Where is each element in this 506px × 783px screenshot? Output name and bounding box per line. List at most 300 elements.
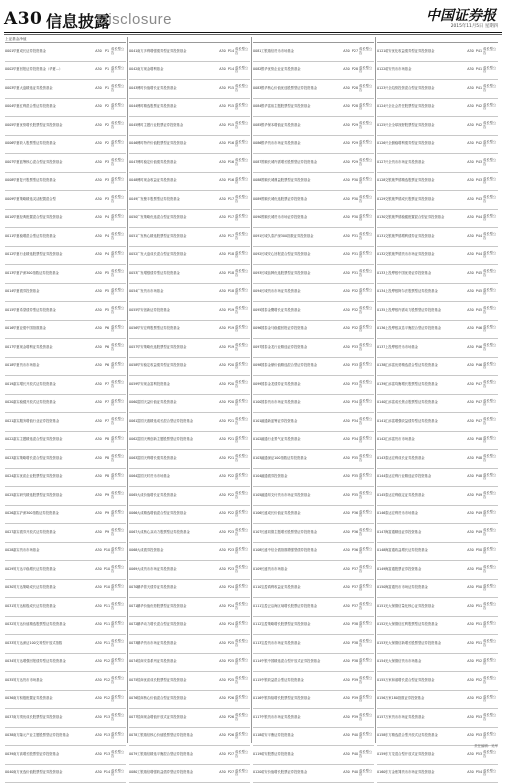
- row-edition: A30: [466, 179, 475, 183]
- row-code: 0058: [129, 364, 137, 368]
- row-page: P1: [103, 68, 111, 72]
- row-edition: A30: [342, 327, 351, 331]
- row-name: 易方达增强回报债券型证券投资基金: [13, 660, 94, 664]
- row-code: 0118: [253, 734, 261, 738]
- table-row: [377, 395, 498, 414]
- row-status: 成长型公告: [235, 418, 250, 425]
- row-name: 华夏成长证券投资基金: [13, 50, 94, 54]
- row-status: 成长型公告: [483, 770, 498, 777]
- row-name: 广发货币市场基金: [137, 290, 218, 294]
- row-page: P53: [475, 716, 483, 720]
- row-name: 华夏稳增混合型证券投资基金: [13, 235, 94, 239]
- row-page: P24: [227, 605, 235, 609]
- row-page: P50: [475, 549, 483, 553]
- row-code: 0065: [129, 494, 137, 498]
- row-edition: A30: [342, 216, 351, 220]
- table-row: [253, 432, 374, 451]
- row-page: P26: [227, 697, 235, 701]
- row-name: 富国天利增长债券投资基金: [137, 457, 218, 461]
- row-status: 成长型公告: [111, 659, 126, 666]
- row-page: P17: [227, 235, 235, 239]
- table-row: [5, 635, 126, 654]
- table-row: [377, 210, 498, 229]
- row-edition: A30: [218, 235, 227, 239]
- row-page: P49: [475, 531, 483, 535]
- row-edition: A30: [94, 660, 103, 664]
- table-row: [377, 709, 498, 728]
- row-name: 大成精选增值混合型证券投资基金: [137, 512, 218, 516]
- row-page: P34: [351, 420, 359, 424]
- row-status: 成长型公告: [359, 289, 374, 296]
- row-edition: A30: [94, 87, 103, 91]
- row-edition: A30: [466, 253, 475, 257]
- row-status: 成长型公告: [483, 307, 498, 314]
- row-status: 成长型公告: [111, 751, 126, 758]
- row-edition: A30: [94, 216, 103, 220]
- table-row: [129, 339, 250, 358]
- row-code: 0076: [129, 697, 137, 701]
- row-name: 宝盈策略增长股票型证券投资基金: [261, 623, 342, 627]
- table-row: [5, 265, 126, 284]
- row-name: 华夏希望债券型证券投资基金: [13, 309, 94, 313]
- row-name: 易方达深证100交易型开放式指数: [13, 642, 94, 646]
- table-row: [129, 432, 250, 451]
- row-page: P51: [475, 642, 483, 646]
- row-code: 0154: [377, 660, 385, 664]
- row-edition: A30: [466, 364, 475, 368]
- row-name: 长城货币市场证券投资基金: [261, 290, 342, 294]
- table-row: [253, 265, 374, 284]
- table-row: [253, 210, 374, 229]
- row-page: P32: [351, 327, 359, 331]
- row-name: 诺安平衡证券投资基金: [261, 734, 342, 738]
- row-status: 成长型公告: [359, 141, 374, 148]
- row-code: 0087: [253, 161, 261, 165]
- row-name: 泰达宏利稳定证券投资基金: [385, 494, 466, 498]
- table-row: [129, 43, 250, 62]
- row-code: 0090: [253, 216, 261, 220]
- table-row: [129, 228, 250, 247]
- row-edition: A30: [218, 346, 227, 350]
- row-status: 成长型公告: [111, 511, 126, 518]
- row-edition: A30: [342, 734, 351, 738]
- row-name: 易方达策略成长证券投资基金: [13, 586, 94, 590]
- table-row: [377, 598, 498, 617]
- table-row: [377, 302, 498, 321]
- row-code: 0015: [5, 309, 13, 313]
- row-name: 长城品牌优选股票型证券投资基金: [261, 272, 342, 276]
- row-edition: A30: [342, 364, 351, 368]
- row-code: 0067: [129, 531, 137, 535]
- row-edition: A30: [94, 142, 103, 146]
- row-page: P7: [103, 401, 111, 405]
- row-page: P46: [475, 364, 483, 368]
- row-name: 银华核心价值优选股票型证券投资基金: [261, 87, 342, 91]
- table-row: [5, 432, 126, 451]
- row-page: P8: [103, 438, 111, 442]
- row-edition: A30: [342, 420, 351, 424]
- table-row: [253, 709, 374, 728]
- row-name: 嘉实稳健开放式证券投资基金: [13, 401, 94, 405]
- row-code: 0123: [377, 87, 385, 91]
- row-page: P42: [475, 105, 483, 109]
- table-row: [377, 173, 498, 192]
- row-name: 诺安价值增长股票证券投资基金: [261, 771, 342, 775]
- row-page: P18: [227, 253, 235, 257]
- row-name: 嘉实策略增长混合型证券投资基金: [13, 457, 94, 461]
- row-name: 易方达价值精选股票型证券投资基金: [13, 623, 94, 627]
- table-row: [253, 80, 374, 99]
- table-row: [377, 154, 498, 173]
- row-code: 0001: [5, 50, 13, 54]
- row-status: 成长型公告: [483, 270, 498, 277]
- row-page: P3: [103, 198, 111, 202]
- row-status: 成长型公告: [359, 233, 374, 240]
- table-row: [377, 543, 498, 562]
- row-page: P41: [475, 50, 483, 54]
- row-name: 兴全全球视野股票型证券投资基金: [385, 124, 466, 128]
- row-page: P48: [475, 438, 483, 442]
- row-page: P12: [103, 697, 111, 701]
- row-edition: A30: [466, 734, 475, 738]
- row-name: 宝盈泛沿海区域增长股票证券投资基金: [261, 605, 342, 609]
- row-code: 0037: [5, 716, 13, 720]
- row-code: 0147: [377, 531, 385, 535]
- row-status: 成长型公告: [359, 418, 374, 425]
- row-status: 成长型公告: [235, 733, 250, 740]
- row-page: P52: [475, 697, 483, 701]
- row-page: P4: [103, 253, 111, 257]
- row-code: 0126: [377, 142, 385, 146]
- row-status: 成长型公告: [235, 326, 250, 333]
- row-edition: A30: [218, 494, 227, 498]
- row-page: P25: [227, 660, 235, 664]
- row-page: P9: [103, 531, 111, 535]
- table-row: [129, 358, 250, 377]
- row-status: 成长型公告: [359, 696, 374, 703]
- row-status: 成长型公告: [235, 622, 250, 629]
- row-name: 工银瑞信精选平衡混合型证券投资基金: [137, 753, 218, 757]
- row-name: 华夏优势增长股票型证券投资基金: [13, 124, 94, 128]
- table-row: [253, 635, 374, 654]
- row-edition: A30: [218, 549, 227, 553]
- table-row: [5, 117, 126, 136]
- row-code: 0105: [253, 494, 261, 498]
- row-code: 0054: [129, 290, 137, 294]
- table-row: [377, 746, 498, 765]
- row-name: 泰达宏利成长证券投资基金: [385, 457, 466, 461]
- row-code: 0086: [253, 142, 261, 146]
- row-code: 0159: [377, 753, 385, 757]
- row-edition: A30: [342, 383, 351, 387]
- row-code: 0114: [253, 660, 261, 664]
- table-row: [5, 765, 126, 783]
- row-page: P52: [475, 660, 483, 664]
- row-page: P44: [475, 216, 483, 220]
- row-code: 0066: [129, 512, 137, 516]
- table-row: [5, 561, 126, 580]
- row-status: 成长型公告: [483, 159, 498, 166]
- row-edition: A30: [466, 438, 475, 442]
- row-name: 诺安优化收益债券型证券投资基金: [385, 50, 466, 54]
- row-name: 光大保德信新增长股票型证券投资基金: [385, 642, 466, 646]
- row-name: 华夏债券投资基金: [13, 290, 94, 294]
- row-name: 华夏复兴股票型证券投资基金: [13, 179, 94, 183]
- table-row: [253, 136, 374, 155]
- row-edition: A30: [466, 475, 475, 479]
- table-row: [253, 247, 374, 266]
- row-edition: A30: [218, 50, 227, 54]
- row-edition: A30: [466, 327, 475, 331]
- table-row: [5, 136, 126, 155]
- row-status: 成长型公告: [359, 307, 374, 314]
- row-code: 0122: [377, 68, 385, 72]
- table-row: [129, 376, 250, 395]
- table-row: [377, 376, 498, 395]
- row-page: P31: [351, 235, 359, 239]
- row-page: P35: [351, 457, 359, 461]
- row-status: 成长型公告: [111, 104, 126, 111]
- table-row: [253, 672, 374, 691]
- row-code: 0022: [5, 438, 13, 442]
- row-name: 兴全磐稳增利债券型证券投资基金: [385, 142, 466, 146]
- table-row: [5, 543, 126, 562]
- row-status: 成长型公告: [111, 196, 126, 203]
- row-edition: A30: [218, 87, 227, 91]
- row-page: P38: [351, 623, 359, 627]
- row-edition: A30: [342, 401, 351, 405]
- row-code: 0083: [253, 87, 261, 91]
- row-page: P53: [475, 734, 483, 738]
- row-code: 0121: [377, 50, 385, 54]
- row-page: P19: [227, 346, 235, 350]
- row-code: 0063: [129, 457, 137, 461]
- row-status: 成长型公告: [483, 289, 498, 296]
- table-row: [253, 154, 374, 173]
- row-status: 成长型公告: [359, 751, 374, 758]
- row-page: P43: [475, 198, 483, 202]
- row-code: 0025: [5, 494, 13, 498]
- row-name: 南方高增长股票型证券投资基金: [13, 753, 94, 757]
- row-code: 0141: [377, 420, 385, 424]
- table-row: [377, 432, 498, 451]
- row-page: P37: [351, 586, 359, 590]
- row-status: 成长型公告: [483, 659, 498, 666]
- table-row: [129, 173, 250, 192]
- row-edition: A30: [218, 605, 227, 609]
- row-name: 南方现金增利基金: [137, 68, 218, 72]
- row-code: 0130: [377, 216, 385, 220]
- row-name: 景顺长城货币市场证券投资基金: [261, 216, 342, 220]
- row-code: 0120: [253, 771, 261, 775]
- row-code: 0011: [5, 235, 13, 239]
- table-row: [129, 561, 250, 580]
- row-edition: A30: [218, 124, 227, 128]
- row-page: P14: [227, 68, 235, 72]
- row-page: P28: [351, 87, 359, 91]
- row-code: 0020: [5, 401, 13, 405]
- row-status: 成长型公告: [235, 529, 250, 536]
- table-column-label: 上证基金净值: [5, 37, 126, 43]
- row-status: 成长型公告: [483, 622, 498, 629]
- row-name: 泰达宏利行业精选证券投资基金: [385, 475, 466, 479]
- row-edition: A30: [94, 679, 103, 683]
- row-page: P20: [227, 364, 235, 368]
- row-status: 成长型公告: [483, 48, 498, 55]
- row-page: P27: [227, 771, 235, 775]
- row-name: 博时稳定价值债券投资基金: [137, 161, 218, 165]
- table-row: [253, 302, 374, 321]
- row-name: 华夏红利混合型证券投资基金: [13, 105, 94, 109]
- row-page: P1: [103, 87, 111, 91]
- table-row: [253, 746, 374, 765]
- row-status: 成长型公告: [359, 85, 374, 92]
- table-row: [129, 210, 250, 229]
- table-row: [5, 173, 126, 192]
- row-name: 万家货币市场证券投资基金: [385, 716, 466, 720]
- table-row: [129, 672, 250, 691]
- row-status: 成长型公告: [359, 566, 374, 573]
- row-page: P39: [351, 679, 359, 683]
- row-edition: A30: [466, 105, 475, 109]
- row-edition: A30: [94, 272, 103, 276]
- row-code: 0085: [253, 124, 261, 128]
- row-name: 华夏蓝筹核心混合型证券投资基金: [13, 161, 94, 165]
- row-code: 0113: [253, 642, 261, 646]
- row-code: 0071: [129, 605, 137, 609]
- row-code: 0045: [129, 124, 137, 128]
- row-status: 成长型公告: [483, 603, 498, 610]
- row-name: 华安稳定收益债券型证券投资基金: [137, 364, 218, 368]
- row-edition: A30: [466, 309, 475, 313]
- row-status: 成长型公告: [483, 400, 498, 407]
- row-page: P51: [475, 605, 483, 609]
- row-status: 成长型公告: [111, 677, 126, 684]
- row-page: P3: [103, 161, 111, 165]
- row-code: 0142: [377, 438, 385, 442]
- row-page: P38: [351, 642, 359, 646]
- table-row: [5, 99, 126, 118]
- row-code: 0146: [377, 512, 385, 516]
- row-name: 汇添富增强收益债券型证券投资基金: [385, 420, 466, 424]
- table-row: [129, 265, 250, 284]
- row-name: 广发聚丰股票型证券投资基金: [137, 198, 218, 202]
- row-edition: A30: [218, 623, 227, 627]
- row-name: 大成货币市场证券投资基金: [137, 568, 218, 572]
- row-code: 0053: [129, 272, 137, 276]
- row-edition: A30: [342, 235, 351, 239]
- table-column: [5, 37, 126, 743]
- row-code: 0034: [5, 660, 13, 664]
- row-edition: A30: [94, 235, 103, 239]
- row-code: 0109: [253, 568, 261, 572]
- row-name: 国泰金马稳健回报证券投资基金: [261, 327, 342, 331]
- row-edition: A30: [94, 605, 103, 609]
- row-code: 0127: [377, 161, 385, 165]
- table-row: [253, 524, 374, 543]
- row-code: 0005: [5, 124, 13, 128]
- row-edition: A30: [466, 401, 475, 405]
- row-status: 成长型公告: [359, 270, 374, 277]
- table-row: [253, 487, 374, 506]
- row-edition: A30: [466, 420, 475, 424]
- row-name: 上投摩根中国优势证券投资基金: [385, 272, 466, 276]
- row-page: P47: [475, 420, 483, 424]
- row-page: P48: [475, 475, 483, 479]
- table-row: [5, 191, 126, 210]
- row-edition: A30: [466, 494, 475, 498]
- row-name: 工银瑞信货币市场基金: [261, 50, 342, 54]
- row-code: 0080: [129, 771, 137, 775]
- row-status: 成长型公告: [235, 141, 250, 148]
- row-code: 0091: [253, 235, 261, 239]
- row-name: 鹏华普天债券证券投资基金: [137, 586, 218, 590]
- row-edition: A30: [466, 68, 475, 72]
- row-page: P43: [475, 161, 483, 165]
- row-name: 博时精选股票证券投资基金: [137, 105, 218, 109]
- row-page: P22: [227, 494, 235, 498]
- table-row: [129, 413, 250, 432]
- row-edition: A30: [94, 68, 103, 72]
- row-page: P6: [103, 327, 111, 331]
- table-row: [5, 654, 126, 673]
- table-row: [129, 284, 250, 303]
- table-row: [253, 654, 374, 673]
- row-status: 成长型公告: [235, 48, 250, 55]
- row-code: 0156: [377, 697, 385, 701]
- row-code: 0079: [129, 753, 137, 757]
- row-edition: A30: [466, 383, 475, 387]
- row-status: 成长型公告: [359, 381, 374, 388]
- row-name: 南方积极配置证券投资基金: [13, 697, 94, 701]
- row-name: 华夏收入股票型证券投资基金: [13, 142, 94, 146]
- table-row: [377, 43, 498, 62]
- row-page: P39: [351, 697, 359, 701]
- row-status: 成长型公告: [111, 215, 126, 222]
- row-edition: A30: [342, 50, 351, 54]
- row-status: 成长型公告: [359, 122, 374, 129]
- row-code: 0007: [5, 161, 13, 165]
- table-column: [253, 37, 374, 743]
- row-edition: A30: [218, 383, 227, 387]
- row-name: 招商优质成长股票型证券投资基金: [137, 679, 218, 683]
- row-page: P15: [227, 105, 235, 109]
- table-row: [129, 117, 250, 136]
- table-row: [129, 617, 250, 636]
- row-name: 泰达宏利货币市场基金: [385, 512, 466, 516]
- table-row: [377, 265, 498, 284]
- row-status: 成长型公告: [235, 492, 250, 499]
- row-name: 大成核心双动力股票型证券投资基金: [137, 531, 218, 535]
- row-status: 成长型公告: [111, 122, 126, 129]
- row-status: 成长型公告: [359, 196, 374, 203]
- row-status: 成长型公告: [235, 640, 250, 647]
- row-name: 富国天益价值证券投资基金: [137, 401, 218, 405]
- row-code: 0032: [5, 623, 13, 627]
- row-status: 成长型公告: [359, 622, 374, 629]
- table-row: [5, 321, 126, 340]
- row-name: 景顺长城优选股票证券投资基金: [261, 198, 342, 202]
- row-status: 成长型公告: [359, 104, 374, 111]
- table-row: [253, 580, 374, 599]
- table-row: [5, 284, 126, 303]
- table-row: [377, 672, 498, 691]
- section-title-english: Disclosure: [97, 11, 172, 28]
- table-row: [5, 62, 126, 81]
- row-name: 海富通股票证券投资基金: [385, 568, 466, 572]
- row-page: P5: [103, 272, 111, 276]
- row-edition: A30: [466, 660, 475, 664]
